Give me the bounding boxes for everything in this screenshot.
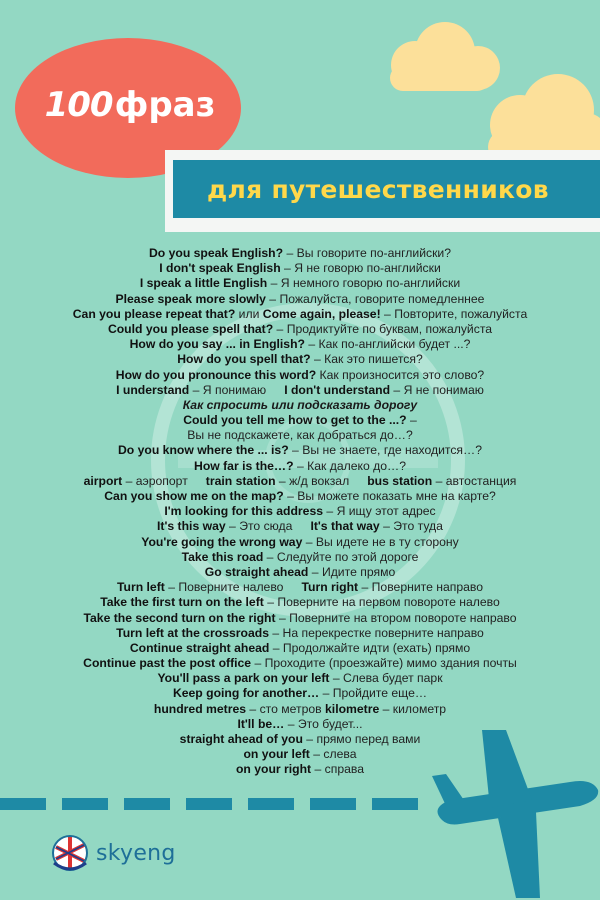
phrase-line <box>0 292 600 307</box>
phrase-line <box>0 686 600 701</box>
phrase-translation: – Это туда <box>379 519 443 534</box>
phrase-english: How do you say ... in English? <box>129 337 305 352</box>
phrase-translation: – прямо перед вами <box>302 732 421 746</box>
phrase-line <box>0 368 600 383</box>
airplane-icon <box>420 720 600 900</box>
phrase-translation: – Вы говорите по-английски? <box>283 246 452 260</box>
phrase-translation: – Повторите, пожалуйста <box>380 306 528 321</box>
phrase-line <box>0 671 600 686</box>
phrase-list <box>0 246 600 778</box>
phrase-translation: – Проходите (проезжайте) мимо здания почты <box>251 656 517 671</box>
phrase-english: train station <box>205 473 276 488</box>
phrase-line <box>0 519 600 534</box>
phrase-english: It'll be… <box>237 716 285 731</box>
phrase-english: Go straight ahead <box>204 564 309 579</box>
phrase-translation: – Как по-английски будет ...? <box>304 337 471 352</box>
phrase-line <box>0 322 600 337</box>
phrase-english: Do you speak English? <box>148 246 284 260</box>
title <box>30 85 230 125</box>
phrase-line <box>0 261 600 276</box>
phrase-translation: – Идите прямо <box>308 564 396 579</box>
phrase-translation: – ж/д вокзал <box>275 473 350 488</box>
phrase-line <box>0 702 600 717</box>
phrase-english: You'll pass a park on your left <box>157 671 330 686</box>
phrase-english: How do you pronounce this word? <box>115 367 317 382</box>
phrase-translation: Как произносится это слово? <box>316 367 485 382</box>
phrase-english: I don't understand <box>284 382 391 397</box>
phrase-english: I don't speak English <box>159 261 281 276</box>
dashed-line <box>0 798 440 810</box>
phrase-english: How do you spell that? <box>177 352 311 367</box>
phrase-english: Can you please repeat that? <box>72 306 236 321</box>
phrase-line <box>0 550 600 565</box>
phrase-english: You're going the wrong way <box>141 534 303 549</box>
phrase-translation: – автостанция <box>432 473 517 488</box>
phrase-english: Please speak more slowly <box>115 291 266 306</box>
phrase-translation: – Следуйте по этой дороге <box>263 549 419 564</box>
phrase-translation: – километр <box>379 701 447 716</box>
phrase-translation: – Я не говорю по-английски <box>280 261 441 276</box>
phrase-translation: – Я немного говорю по-английски <box>267 276 461 291</box>
phrase-translation: Вы не подскажете, как добраться до…? <box>187 428 413 443</box>
subtitle: для путешественников <box>207 174 549 204</box>
phrase-translation: – Как это пишется? <box>310 352 423 367</box>
phrase-translation: – Поверните налево <box>164 580 284 595</box>
subtitle-banner <box>165 150 600 232</box>
phrase-translation: – Вы можете показать мне на карте? <box>283 489 496 503</box>
phrase-translation: – Я понимаю <box>189 382 267 397</box>
phrase-translation: – Я ищу этот адрес <box>323 504 436 519</box>
phrase-line <box>0 474 600 489</box>
phrase-english: Come again, please! <box>262 306 381 321</box>
phrase-english: I'm looking for this address <box>164 504 324 519</box>
logo-icon <box>50 833 90 873</box>
phrase-line <box>0 383 600 398</box>
phrase-translation: – слева <box>309 747 357 762</box>
phrase-line <box>0 565 600 580</box>
section-heading: Как спросить или подсказать дорогу <box>182 397 418 412</box>
phrase-line <box>0 337 600 352</box>
phrase-english: straight ahead of you <box>179 732 303 746</box>
phrase-translation: – Я не понимаю <box>390 382 484 397</box>
phrase-translation: – сто метров <box>246 701 326 716</box>
phrase-english: bus station <box>367 473 433 488</box>
phrase-line <box>0 398 600 413</box>
phrase-translation: – Слева будет парк <box>329 671 443 686</box>
phrase-translation: – Это будет... <box>284 716 363 731</box>
phrase-translation: – <box>406 413 417 428</box>
phrase-line <box>0 352 600 367</box>
phrase-translation: – Поверните направо <box>358 580 484 595</box>
phrase-english: on your right <box>235 762 312 777</box>
skyeng-logo[interactable] <box>50 833 176 873</box>
phrase-line <box>0 428 600 443</box>
phrase-english: Turn left at the crossroads <box>116 625 269 640</box>
phrase-english: Can you show me on the map? <box>104 489 284 503</box>
phrase-translation: – Это сюда <box>225 519 293 534</box>
title-number: 100 <box>44 85 113 125</box>
phrase-english: Continue straight ahead <box>129 640 270 655</box>
phrase-line <box>0 489 600 504</box>
phrase-english: Could you please spell that? <box>107 321 274 336</box>
phrase-translation: – Пожалуйста, говорите помедленнее <box>265 291 485 306</box>
phrase-translation: – Пройдите еще… <box>319 686 428 701</box>
phrase-line <box>0 626 600 641</box>
phrase-translation: – На перекрестке поверните направо <box>268 625 484 640</box>
phrase-translation: – Вы идете не в ту сторону <box>302 534 459 549</box>
phrase-english: Take the second turn on the right <box>83 610 276 625</box>
logo-text: skyeng <box>96 840 176 866</box>
phrase-translation: – Вы не знаете, где находится…? <box>288 443 482 458</box>
phrase-english: I understand <box>116 382 190 397</box>
phrase-english: It's this way <box>157 519 226 534</box>
phrase-english: Turn left <box>116 580 165 595</box>
phrase-english: Could you tell me how to get to the ...? <box>183 413 407 428</box>
phrase-line <box>0 459 600 474</box>
phrase-line <box>0 611 600 626</box>
phrase-line <box>0 641 600 656</box>
phrase-english: kilometre <box>325 701 380 716</box>
phrase-english: Do you know where the ... is? <box>117 443 289 458</box>
title-word: фраз <box>114 85 216 125</box>
phrase-line <box>0 276 600 291</box>
phrase-translation: – справа <box>311 762 365 777</box>
phrase-english: I speak a little English <box>139 276 268 291</box>
phrase-english: Take the first turn on the left <box>100 595 264 610</box>
phrase-translation: – Продолжайте идти (ехать) прямо <box>269 640 471 655</box>
phrase-line <box>0 656 600 671</box>
phrase-translation: или <box>235 306 263 321</box>
phrase-line <box>0 307 600 322</box>
phrase-line <box>0 246 600 261</box>
phrase-english: hundred metres <box>153 701 247 716</box>
phrase-english: on your left <box>243 747 310 762</box>
phrase-english: airport <box>83 473 123 488</box>
phrase-translation: – Поверните на втором повороте направо <box>275 610 517 625</box>
phrase-english: It's that way <box>310 519 380 534</box>
phrase-line <box>0 580 600 595</box>
phrase-line <box>0 595 600 610</box>
phrase-english: Keep going for another… <box>172 686 320 701</box>
phrase-line <box>0 535 600 550</box>
phrase-line <box>0 443 600 458</box>
phrase-english: Turn right <box>301 580 359 595</box>
phrase-translation: – Как далеко до…? <box>293 458 406 473</box>
phrase-line <box>0 504 600 519</box>
phrase-translation: – Поверните на первом повороте налево <box>263 595 500 610</box>
phrase-english: How far is the…? <box>194 458 294 473</box>
phrase-english: Continue past the post office <box>83 656 252 671</box>
phrase-translation: – Продиктуйте по буквам, пожалуйста <box>273 321 493 336</box>
phrase-line <box>0 413 600 428</box>
phrase-english: Take this road <box>181 549 264 564</box>
phrase-translation: – аэропорт <box>122 473 188 488</box>
